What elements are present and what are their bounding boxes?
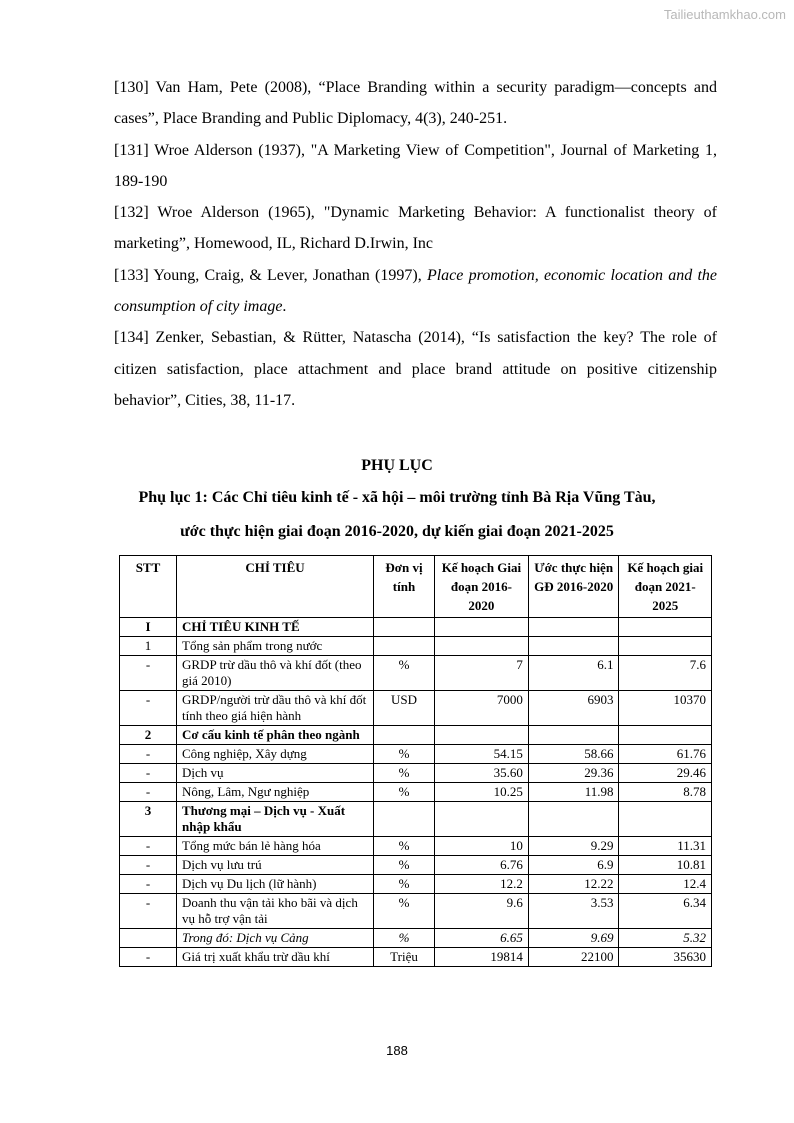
table-row <box>120 875 712 894</box>
row-unit: % <box>374 837 435 856</box>
row-unit <box>374 802 435 837</box>
table-row <box>120 637 712 656</box>
table-row <box>120 764 712 783</box>
row-future: 61.76 <box>619 745 712 764</box>
row-indicator: GRDP trừ dầu thô và khí đốt (theo giá 2010) <box>177 656 374 691</box>
reference-author: [133] Young, Craig, & Lever, Jonathan (1997), <box>114 266 427 284</box>
row-indicator: Nông, Lâm, Ngư nghiệp <box>177 783 374 802</box>
row-unit: % <box>374 875 435 894</box>
header-unit: Đơn vị tính <box>374 556 435 618</box>
header-actual-2016-2020: Ước thực hiện GĐ 2016-2020 <box>528 556 619 618</box>
row-future: 6.34 <box>619 894 712 929</box>
row-stt: I <box>120 618 177 637</box>
row-actual: 29.36 <box>528 764 619 783</box>
row-actual <box>528 802 619 837</box>
row-plan: 6.65 <box>435 929 529 948</box>
row-plan <box>435 802 529 837</box>
row-future: 5.32 <box>619 929 712 948</box>
table-row <box>120 783 712 802</box>
row-indicator: Cơ cấu kinh tế phân theo ngành <box>177 726 374 745</box>
row-unit: Triệu <box>374 948 435 967</box>
row-actual: 12.22 <box>528 875 619 894</box>
row-indicator: Tổng sản phẩm trong nước <box>177 637 374 656</box>
reference-item: [131] Wroe Alderson (1937), "A Marketing View of Competition", Journal of Marketing 1, 189-190 <box>114 141 717 190</box>
row-stt: - <box>120 783 177 802</box>
row-indicator: Trong đó: Dịch vụ Cảng <box>177 929 374 948</box>
row-stt: - <box>120 894 177 929</box>
header-plan-2021-2025: Kế hoạch giai đoạn 2021-2025 <box>619 556 712 618</box>
row-stt: 3 <box>120 802 177 837</box>
table-body <box>120 618 712 967</box>
row-indicator: Tổng mức bán lẻ hàng hóa <box>177 837 374 856</box>
reference-item: [130] Van Ham, Pete (2008), “Place Branding within a security paradigm—concepts and cases”, Place Branding and Public Diplomacy, 4(3), 240-251. <box>114 79 717 128</box>
table-row <box>120 656 712 691</box>
table-row <box>120 837 712 856</box>
row-stt: 2 <box>120 726 177 745</box>
appendix-subtitle-line2: ước thực hiện giai đoạn 2016-2020, dự kiến giai đoạn 2021-2025 <box>180 523 614 540</box>
row-stt: - <box>120 948 177 967</box>
table-header-row <box>120 556 712 618</box>
row-unit: % <box>374 929 435 948</box>
reference-suffix: . <box>282 298 287 316</box>
row-unit <box>374 637 435 656</box>
row-future <box>619 618 712 637</box>
row-stt: - <box>120 656 177 691</box>
row-indicator: GRDP/người trừ dầu thô và khí đốt tính theo giá hiện hành <box>177 691 374 726</box>
row-future: 29.46 <box>619 764 712 783</box>
row-indicator: Doanh thu vận tải kho bãi và dịch vụ hỗ trợ vận tải <box>177 894 374 929</box>
row-future: 10.81 <box>619 856 712 875</box>
table-row <box>120 618 712 637</box>
row-plan: 35.60 <box>435 764 529 783</box>
row-actual: 6.9 <box>528 856 619 875</box>
table-row <box>120 894 712 929</box>
row-future: 7.6 <box>619 656 712 691</box>
row-future: 10370 <box>619 691 712 726</box>
table-row <box>120 948 712 967</box>
row-future: 35630 <box>619 948 712 967</box>
row-plan: 7000 <box>435 691 529 726</box>
row-actual: 9.29 <box>528 837 619 856</box>
header-indicator: CHỈ TIÊU <box>177 556 374 618</box>
row-actual: 3.53 <box>528 894 619 929</box>
table-row <box>120 802 712 837</box>
row-actual: 22100 <box>528 948 619 967</box>
row-indicator: Giá trị xuất khẩu trừ dầu khí <box>177 948 374 967</box>
row-plan: 6.76 <box>435 856 529 875</box>
row-actual: 58.66 <box>528 745 619 764</box>
row-indicator: Dịch vụ Du lịch (lữ hành) <box>177 875 374 894</box>
row-future: 11.31 <box>619 837 712 856</box>
row-actual: 6903 <box>528 691 619 726</box>
row-unit: % <box>374 856 435 875</box>
row-indicator: Thương mại – Dịch vụ - Xuất nhập khẩu <box>177 802 374 837</box>
row-plan: 19814 <box>435 948 529 967</box>
row-stt: - <box>120 691 177 726</box>
table-row <box>120 856 712 875</box>
table-row <box>120 929 712 948</box>
row-actual: 9.69 <box>528 929 619 948</box>
row-future: 12.4 <box>619 875 712 894</box>
row-actual <box>528 637 619 656</box>
reference-item <box>114 260 717 323</box>
row-plan: 10.25 <box>435 783 529 802</box>
reference-item: [132] Wroe Alderson (1965), "Dynamic Marketing Behavior: A functionalist theory of marketing”, Homewood, IL, Richard D.Irwin, Inc <box>114 204 717 253</box>
row-stt: 1 <box>120 637 177 656</box>
row-unit <box>374 726 435 745</box>
row-unit <box>374 618 435 637</box>
header-plan-2016-2020: Kế hoạch Giai đoạn 2016-2020 <box>435 556 529 618</box>
row-unit: % <box>374 783 435 802</box>
row-plan <box>435 637 529 656</box>
indicators-table <box>119 555 712 967</box>
row-future <box>619 726 712 745</box>
row-actual <box>528 618 619 637</box>
row-plan <box>435 726 529 745</box>
row-indicator: Công nghiệp, Xây dựng <box>177 745 374 764</box>
reference-list <box>114 72 717 416</box>
reference-title: Place promotion, economic location and the consumption of city image <box>114 266 717 316</box>
row-future <box>619 637 712 656</box>
table-row <box>120 691 712 726</box>
row-stt <box>120 929 177 948</box>
row-actual: 6.1 <box>528 656 619 691</box>
row-future: 8.78 <box>619 783 712 802</box>
row-plan: 12.2 <box>435 875 529 894</box>
page-number: 188 <box>386 1043 408 1058</box>
row-stt: - <box>120 837 177 856</box>
row-unit: USD <box>374 691 435 726</box>
row-actual <box>528 726 619 745</box>
row-unit: % <box>374 656 435 691</box>
header-stt: STT <box>120 556 177 618</box>
row-indicator: CHỈ TIÊU KINH TẾ <box>177 618 374 637</box>
watermark: Tailieuthamkhao.com <box>663 7 786 22</box>
row-unit: % <box>374 894 435 929</box>
reference-item: [134] Zenker, Sebastian, & Rütter, Natascha (2014), “Is satisfaction the key? The role of citizen satisfaction, place attachment and place brand attitude on positive citizenship behavior”, Cities, 38, 11-17. <box>114 329 717 409</box>
row-stt: - <box>120 745 177 764</box>
appendix-subtitle-line1: Phụ lục 1: Các Chỉ tiêu kinh tế - xã hội – môi trường tỉnh Bà Rịa Vũng Tàu, <box>138 489 656 506</box>
row-plan <box>435 618 529 637</box>
row-unit: % <box>374 745 435 764</box>
row-actual: 11.98 <box>528 783 619 802</box>
appendix-title: PHỤ LỤC <box>361 457 433 474</box>
row-unit: % <box>374 764 435 783</box>
row-future <box>619 802 712 837</box>
row-plan: 10 <box>435 837 529 856</box>
row-plan: 54.15 <box>435 745 529 764</box>
row-indicator: Dịch vụ lưu trú <box>177 856 374 875</box>
row-indicator: Dịch vụ <box>177 764 374 783</box>
row-stt: - <box>120 875 177 894</box>
table-row <box>120 726 712 745</box>
row-plan: 9.6 <box>435 894 529 929</box>
row-plan: 7 <box>435 656 529 691</box>
row-stt: - <box>120 764 177 783</box>
table-row <box>120 745 712 764</box>
row-stt: - <box>120 856 177 875</box>
